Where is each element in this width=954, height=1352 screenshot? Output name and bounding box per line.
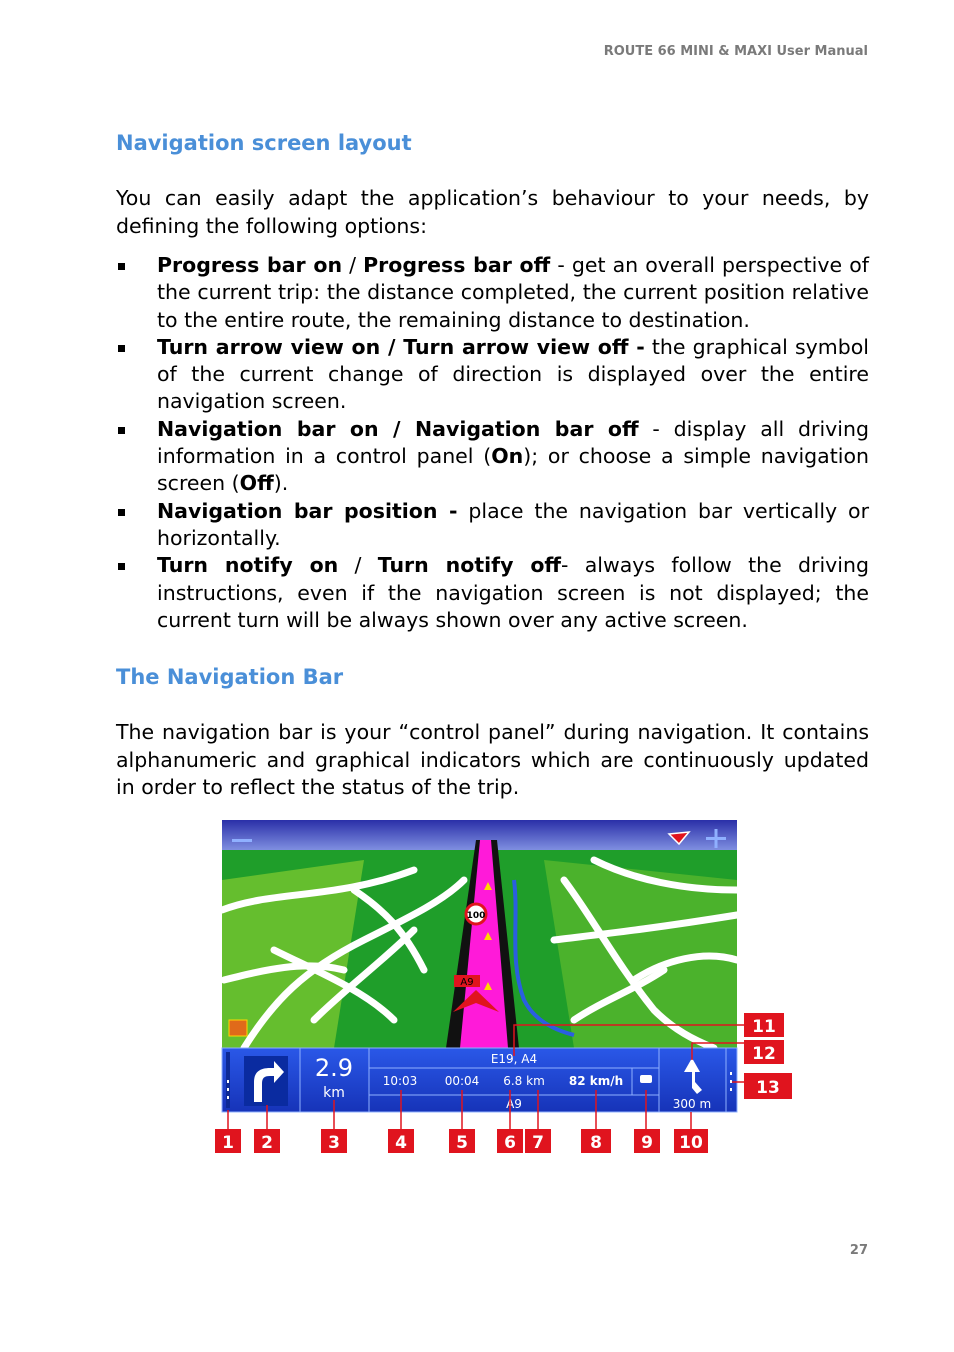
bullet-square-icon: [118, 263, 125, 270]
callout-9: 9: [641, 1133, 653, 1153]
option-description: the graphical symbol of the current change of direction is displayed over the entire navigation screen.: [157, 334, 869, 414]
callout-8: 8: [590, 1133, 602, 1153]
intro-paragraph: You can easily adapt the application’s behaviour to your needs, by defining the following options:: [116, 186, 869, 238]
bullet-square-icon: [118, 427, 125, 434]
callout-4: 4: [395, 1133, 407, 1153]
distance-to-turn-value: 2.9: [314, 1054, 354, 1082]
option-name: Turn notify on: [157, 553, 339, 578]
callout-7: 7: [532, 1133, 544, 1153]
remaining-time: 00:04: [444, 1074, 480, 1088]
next-road-name: A9: [506, 1097, 522, 1111]
list-item: Turn notify on / Turn notify off- always follow the driving instructions, even if the navigation screen is not displayed; the current turn will be always shown over any active screen.: [116, 552, 869, 634]
list-item: Navigation bar on / Navigation bar off - display all driving information in a control panel (On); or choose a simple navigation screen (Off).: [116, 416, 869, 498]
callout-6: 6: [504, 1133, 516, 1153]
option-description: place the navigation bar vertically or horizontally.: [157, 498, 870, 550]
section-title-navigation-bar: The Navigation Bar: [116, 665, 344, 689]
vehicle-icon: [640, 1075, 652, 1083]
next-turn-distance: 300 m: [672, 1097, 712, 1111]
callout-13: 13: [756, 1078, 780, 1098]
remaining-distance: 6.8 km: [503, 1074, 545, 1088]
option-name-alt: Progress bar off: [363, 253, 551, 277]
speed-limit-sign: 100: [466, 911, 486, 921]
bullet-square-icon: [118, 509, 125, 516]
section-title-navigation-screen-layout: Navigation screen layout: [116, 131, 412, 155]
option-name: Progress bar on: [157, 253, 343, 277]
option-name-alt: Turn notify off: [377, 553, 562, 578]
option-description: - get an overall perspective of the current trip: the distance completed, the current position relative to the entire route, the remaining distance to destination.: [157, 253, 869, 332]
callout-3: 3: [328, 1133, 340, 1153]
bullet-square-icon: [118, 345, 125, 352]
current-road-name: E19, A4: [490, 1052, 538, 1066]
navigation-bar: [222, 1048, 737, 1112]
poi-icon: [229, 1020, 247, 1036]
map-road-label: A9: [460, 977, 474, 988]
list-item: [116, 498, 869, 553]
map-view: [222, 820, 737, 1048]
callout-10: 10: [679, 1133, 703, 1153]
running-header: ROUTE 66 MINI & MAXI User Manual: [603, 44, 868, 59]
page-number: 27: [849, 1243, 868, 1258]
option-description: - always follow the driving instructions, even if the navigation screen is not displayed; the current turn will be always shown over any active screen.: [157, 553, 869, 632]
navigation-bar-paragraph: The navigation bar is your “control panel” during navigation. It contains alphanumeric and graphical indicators which are continuously updated in order to reflect the status of the trip.: [116, 720, 869, 799]
navigation-screenshot-figure: [214, 820, 796, 1160]
option-name: Navigation bar position -: [157, 498, 458, 523]
option-name: Navigation bar on / Navigation bar off: [157, 416, 639, 441]
callout-1: 1: [222, 1133, 234, 1153]
distance-to-turn-unit: km: [323, 1085, 345, 1101]
list-item: Progress bar on / Progress bar off - get an overall perspective of the current trip: the distance completed, the current position relative to the entire route, the remaining distance to destination.: [116, 252, 869, 334]
callout-5: 5: [456, 1133, 468, 1153]
options-list: [116, 252, 869, 634]
clock-time: 10:03: [382, 1074, 418, 1088]
callout-12: 12: [752, 1044, 776, 1064]
bullet-square-icon: [118, 563, 125, 570]
option-name: Turn arrow view on / Turn arrow view off -: [157, 334, 645, 359]
list-item: [116, 334, 869, 416]
current-speed: 82 km/h: [568, 1074, 624, 1088]
callout-11: 11: [752, 1017, 776, 1037]
zoom-out-icon[interactable]: [232, 839, 252, 842]
callout-2: 2: [261, 1133, 273, 1153]
